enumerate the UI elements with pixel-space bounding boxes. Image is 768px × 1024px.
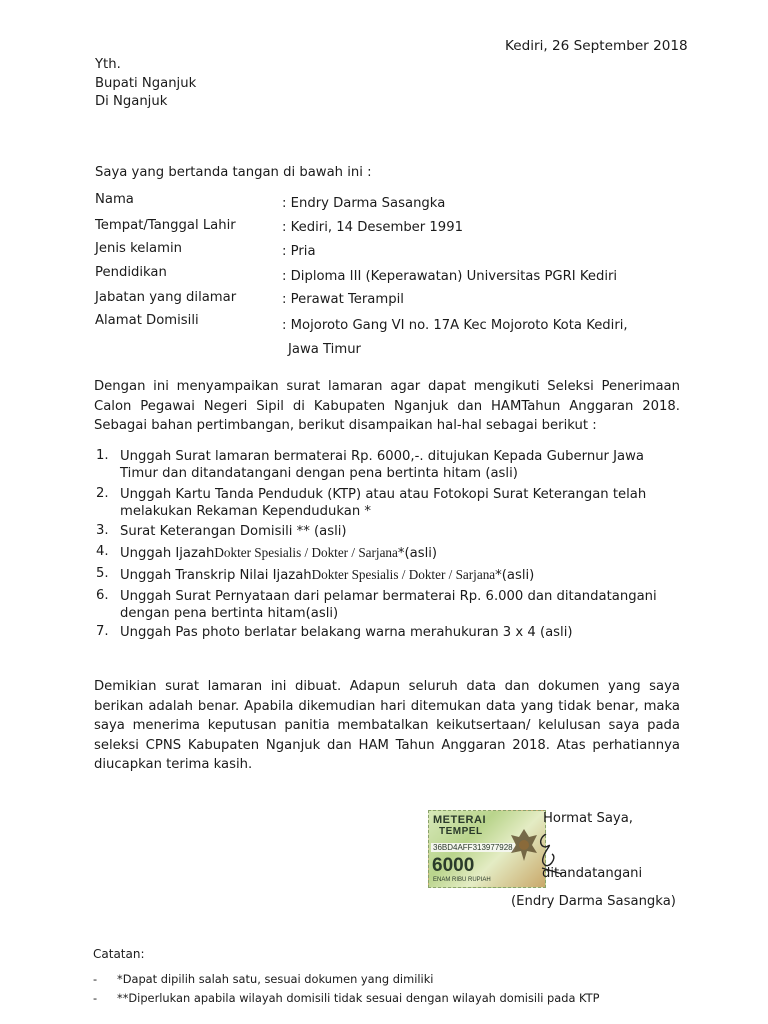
list-number: 7. (96, 624, 109, 639)
stamp-value-words: ENAM RIBU RUPIAH (433, 877, 491, 883)
list-number: 6. (96, 588, 109, 603)
paragraph-line: saya menerima keputusan panitia membatalkan keikutsertaan/ kelulusan saya pada (94, 718, 680, 733)
list-number: 5. (96, 566, 109, 581)
field-label-address: Alamat Domisili (95, 313, 199, 328)
signature-note: ditandatangani (542, 866, 643, 881)
list-text: melakukan Rekaman Kependudukan * (120, 504, 372, 519)
field-label-name: Nama (95, 192, 134, 207)
field-value-address: : Mojoroto Gang VI no. 17A Kec Mojoroto Kota Kediri, (282, 318, 628, 333)
note-bullet: - (93, 991, 98, 1005)
field-label-gender: Jenis kelamin (95, 241, 182, 256)
list-text: *(asli) (397, 546, 438, 561)
recipient-location: Di Nganjuk (95, 94, 168, 109)
closing-greeting: Hormat Saya, (543, 811, 633, 826)
list-text: Unggah Surat Pernyataan dari pelamar bermaterai Rp. 6.000 dan ditandatangani (120, 589, 657, 604)
list-text: Unggah Pas photo berlatar belakang warna merahukuran 3 x 4 (asli) (120, 625, 573, 640)
recipient-salutation: Yth. (95, 57, 121, 72)
field-value-name: : Endry Darma Sasangka (282, 196, 446, 211)
application-paragraph (94, 377, 680, 436)
field-value-gender: : Pria (282, 244, 316, 259)
list-text-serif: Dokter Spesialis / Dokter / Sarjana (214, 545, 398, 560)
stamp-value: 6000 (432, 855, 475, 876)
stamp-subtitle: TEMPEL (439, 826, 483, 837)
list-text: Unggah Ijazah (120, 546, 215, 561)
note-text: *Dapat dipilih salah satu, sesuai dokumen yang dimiliki (117, 972, 434, 986)
paragraph-line: diucapkan terima kasih. (94, 757, 253, 772)
field-label-birth: Tempat/Tanggal Lahir (95, 218, 236, 233)
stamp-title: METERAI (433, 814, 486, 826)
list-number: 2. (96, 486, 109, 501)
list-text: *(asli) (495, 568, 535, 583)
list-text-serif: Dokter Spesialis / Dokter / Sarjana (311, 567, 496, 582)
paragraph-line: seleksi CPNS Kabupaten Nganjuk dan HAM Tahun Anggaran 2018. Atas perhatiannya (94, 737, 680, 753)
closing-paragraph (94, 677, 680, 775)
list-text: Unggah Surat lamaran bermaterai Rp. 6000,-. ditujukan Kepada Gubernur Jawa (120, 449, 645, 464)
paragraph-line: Dengan ini menyampaikan surat lamaran agar dapat mengikuti Seleksi Penerimaan (94, 379, 680, 394)
list-text: Surat Keterangan Domisili ** (asli) (120, 524, 347, 539)
list-number: 1. (96, 448, 109, 463)
note-bullet: - (93, 972, 98, 986)
list-number: 3. (96, 523, 109, 538)
place-date: Kediri, 26 September 2018 (505, 38, 688, 54)
stamp-serial: 36BD4AFF313977928 (433, 843, 513, 852)
notes-title: Catatan: (93, 947, 145, 961)
field-value-birth: : Kediri, 14 Desember 1991 (282, 220, 463, 235)
list-number: 4. (96, 544, 109, 559)
note-text: **Diperlukan apabila wilayah domisili tidak sesuai dengan wilayah domisili pada KTP (117, 991, 600, 1005)
list-text: Unggah Kartu Tanda Penduduk (KTP) atau atau Fotokopi Surat Keterangan telah (120, 487, 647, 502)
field-value-address-line2: Jawa Timur (288, 342, 361, 357)
list-text: dengan pena bertinta hitam(asli) (120, 606, 339, 621)
paragraph-line: Calon Pegawai Negeri Sipil di Kabupaten Nganjuk dan HAMTahun Anggaran 2018. (94, 398, 680, 414)
intro-sentence: Saya yang bertanda tangan di bawah ini : (95, 165, 372, 180)
field-label-position: Jabatan yang dilamar (95, 290, 237, 305)
paragraph-line: berikan adalah benar. Apabila dikemudian hari ditemukan data yang tidak benar, maka (94, 698, 680, 714)
signer-name: (Endry Darma Sasangka) (511, 894, 676, 909)
paragraph-line: Demikian surat lamaran ini dibuat. Adapun seluruh data dan dokumen yang saya (94, 679, 680, 694)
list-text: Unggah Transkrip Nilai Ijazah (120, 568, 312, 583)
field-label-education: Pendidikan (95, 265, 167, 280)
field-value-education: : Diploma III (Keperawatan) Universitas PGRI Kediri (282, 269, 618, 284)
paragraph-line: Sebagai bahan pertimbangan, berikut disampaikan hal-hal sebagai berikut : (94, 418, 597, 433)
list-text: Timur dan ditandatangani dengan pena bertinta hitam (asli) (120, 466, 518, 481)
field-value-position: : Perawat Terampil (282, 292, 404, 307)
recipient-name: Bupati Nganjuk (95, 76, 197, 91)
